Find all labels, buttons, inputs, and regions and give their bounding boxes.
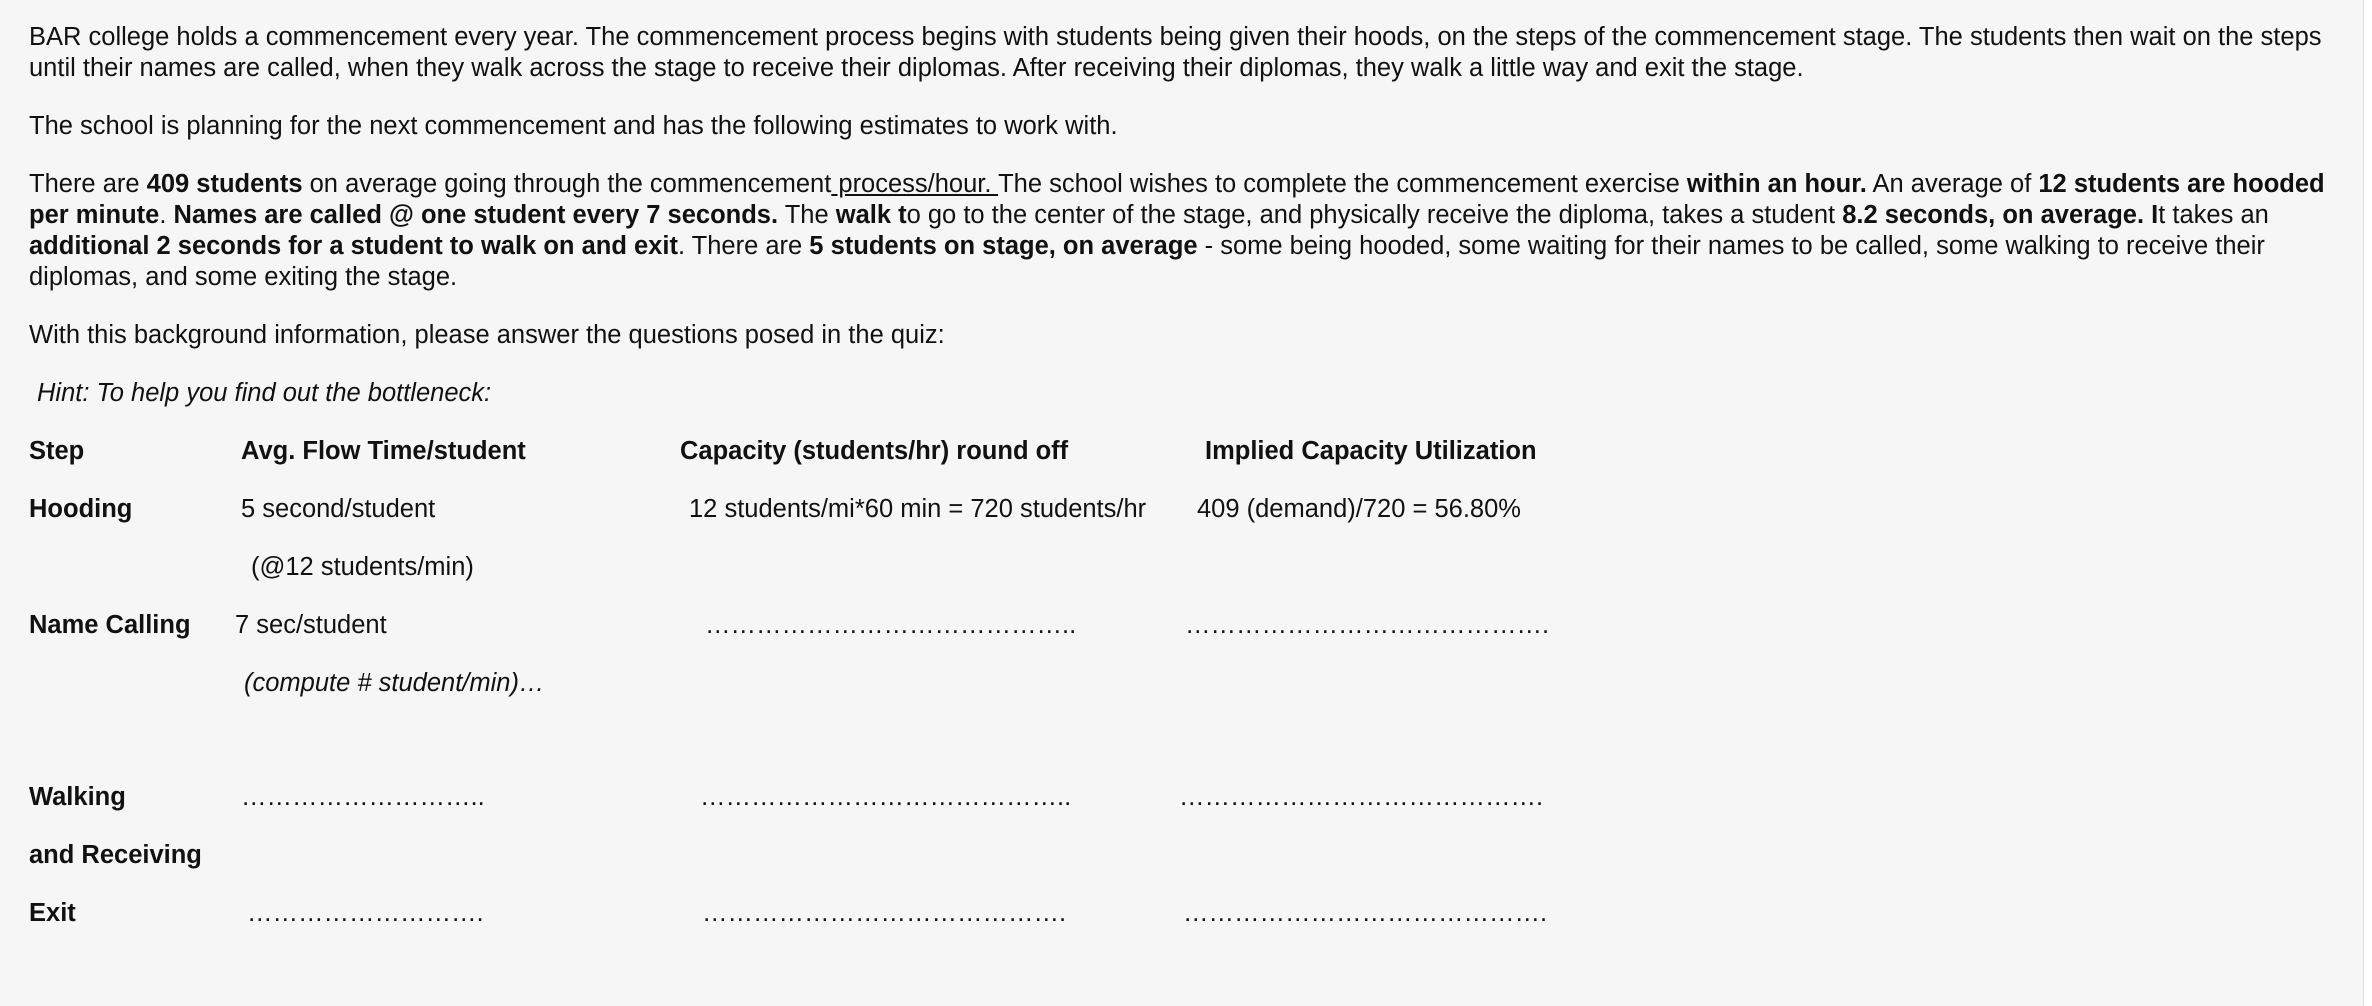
hooding-flow-note: (@12 students/min) (251, 553, 474, 581)
header-step: Step (29, 437, 85, 465)
exit-capacity-blank: ……………………………………. (702, 899, 1067, 927)
step-exit: Exit (29, 899, 76, 927)
hint-text: Hint: To help you find out the bottleneck: (37, 379, 492, 407)
step-walking: Walking (29, 783, 126, 811)
step-name-calling: Name Calling (29, 611, 191, 639)
intro-paragraph-3: There are 409 students on average going through the commencement process/hour. The school wishes to complete the commencement exercise within an hour. An average of 12 students are hooded per minute. Names are called @ one student every 7 seconds. The walk to go to the center of the stage, and physically receive the diploma, takes a student 8.2 seconds, on average. It takes an additional 2 seconds for a student to walk on and exit. There are 5 students on stage, on average - some being hooded, some waiting for their names to be called, some walking to receive their diplomas, and some exiting the stage. (29, 170, 2325, 291)
step-receiving: and Receiving (29, 841, 202, 869)
name-calling-flow-time: 7 sec/student (235, 611, 387, 639)
header-utilization: Implied Capacity Utilization (1205, 437, 1537, 465)
walking-utilization-blank: ……………………………………. (1179, 783, 1544, 811)
hooding-flow-time: 5 second/student (241, 495, 436, 523)
walking-capacity-blank: …………………………………….. (700, 783, 1072, 811)
bottleneck-table (29, 436, 1629, 956)
page-edge (2363, 0, 2372, 1006)
name-calling-utilization-blank: ……………………………………. (1185, 611, 1550, 639)
intro-paragraph-2: The school is planning for the next commencement and has the following estimates to work with. (29, 112, 1118, 140)
hooding-capacity: 12 students/mi*60 min = 720 students/hr (689, 495, 1147, 523)
header-capacity: Capacity (students/hr) round off (680, 437, 1069, 465)
intro-paragraph-4: With this background information, please answer the questions posed in the quiz: (29, 321, 945, 349)
exit-flow-time-blank: ………………………. (247, 899, 484, 927)
header-flow-time: Avg. Flow Time/student (241, 437, 526, 465)
name-calling-flow-note: (compute # student/min)… (244, 669, 545, 697)
walking-flow-time-blank: ……………………….. (241, 783, 485, 811)
hooding-utilization: 409 (demand)/720 = 56.80% (1197, 495, 1521, 523)
step-hooding: Hooding (29, 495, 133, 523)
exit-utilization-blank: ……………………………………. (1183, 899, 1548, 927)
intro-paragraph-1: BAR college holds a commencement every year. The commencement process begins with students being given their hoods, on the steps of the commencement stage. The students then wait on the steps until their names are called, when they walk across the stage to receive their diplomas. After receiving their diplomas, they walk a little way and exit the stage. (29, 23, 2322, 82)
name-calling-capacity-blank: …………………………………….. (705, 611, 1077, 639)
document-body (29, 22, 2329, 956)
